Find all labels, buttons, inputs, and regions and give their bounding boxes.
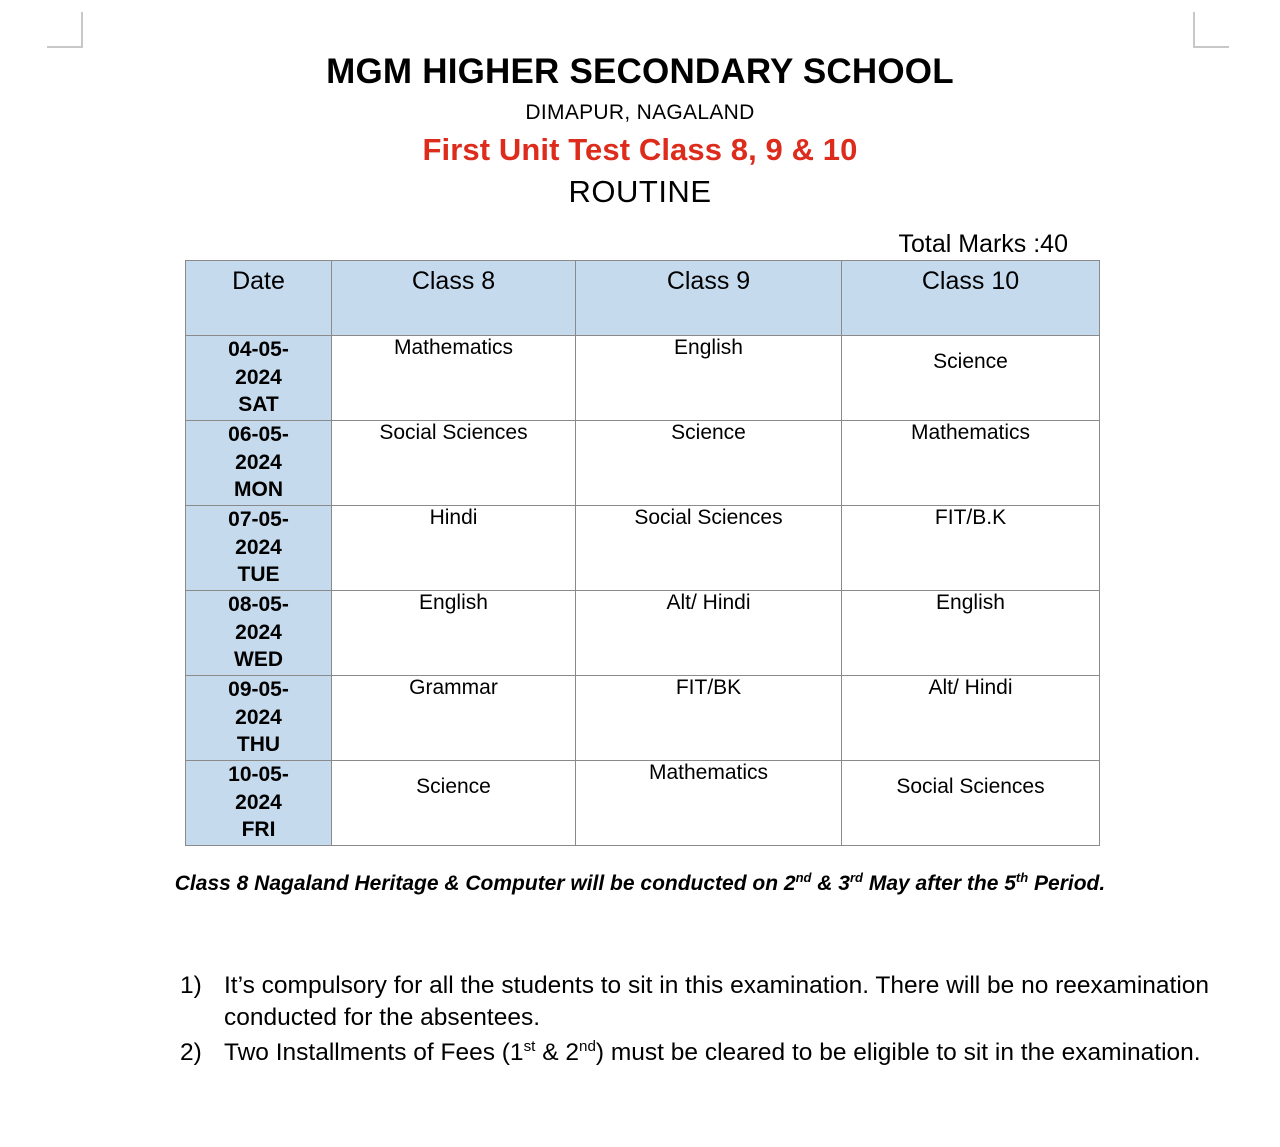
cell-class-8-subject: Social Sciences <box>332 421 576 506</box>
cell-class-8-subject: Grammar <box>332 676 576 761</box>
table-row <box>186 591 1100 676</box>
exam-routine-table <box>185 260 1100 846</box>
instruction-mid: & 2 <box>535 1038 579 1066</box>
cell-class-9-subject: FIT/BK <box>576 676 842 761</box>
cell-class-10-subject: FIT/B.K <box>842 506 1100 591</box>
cell-class-10-subject: English <box>842 591 1100 676</box>
cell-class-10-subject: Alt/ Hindi <box>842 676 1100 761</box>
date-weekday: WED <box>234 648 283 672</box>
date-day: 06-05- <box>228 423 289 446</box>
cell-date <box>186 336 332 421</box>
document-header <box>0 52 1280 210</box>
footnote-sup-2: rd <box>849 870 864 885</box>
cell-class-8-subject: Hindi <box>332 506 576 591</box>
cell-class-9-subject: Science <box>576 421 842 506</box>
date-weekday: FRI <box>241 818 276 842</box>
exam-title: First Unit Test Class 8, 9 & 10 <box>422 132 858 168</box>
table-row <box>186 676 1100 761</box>
cell-class-10-subject: Mathematics <box>842 421 1100 506</box>
list-marker: 2) <box>180 1038 202 1066</box>
cell-class-9-subject: Alt/ Hindi <box>576 591 842 676</box>
cell-date <box>186 421 332 506</box>
instruction-sup-1: st <box>523 1037 536 1055</box>
date-year: 2024 <box>235 620 282 644</box>
footnote-part-4: Period. <box>1028 872 1106 895</box>
table-row <box>186 421 1100 506</box>
instruction-text: It’s compulsory for all the students to sit in this examination. There will be no reexamination conducted for the absentees. <box>224 972 1210 1032</box>
cell-class-10-subject: Social Sciences <box>842 761 1100 846</box>
cell-date <box>186 506 332 591</box>
table-header-row <box>186 261 1100 336</box>
cell-class-9-subject: Social Sciences <box>576 506 842 591</box>
cell-class-9-subject: English <box>576 336 842 421</box>
column-header-class-9: Class 9 <box>576 261 842 336</box>
footnote-sup-3: th <box>1015 870 1029 885</box>
cell-date <box>186 761 332 846</box>
list-item <box>180 970 1210 1035</box>
cell-class-9-subject: Mathematics <box>576 761 842 846</box>
footnote-sup-1: nd <box>795 870 812 885</box>
cell-class-8-subject: Mathematics <box>332 336 576 421</box>
column-header-date: Date <box>186 261 332 336</box>
list-marker: 1) <box>180 972 202 999</box>
date-year: 2024 <box>235 705 282 729</box>
table-footnote <box>0 872 1280 896</box>
date-year: 2024 <box>235 535 282 559</box>
date-day: 09-05- <box>228 678 289 701</box>
instruction-sup-2: nd <box>579 1037 596 1055</box>
date-weekday: THU <box>236 733 281 757</box>
column-header-class-10: Class 10 <box>842 261 1100 336</box>
cell-class-8-subject: English <box>332 591 576 676</box>
date-day: 04-05- <box>228 338 289 361</box>
instruction-suffix: ) must be cleared to be eligible to sit in the examination. <box>595 1038 1201 1066</box>
date-weekday: SAT <box>238 393 279 417</box>
date-day: 07-05- <box>228 508 289 531</box>
table-row <box>186 336 1100 421</box>
date-weekday: MON <box>234 478 283 502</box>
footnote-part-2: & 3 <box>811 872 850 895</box>
instructions-list <box>180 970 1210 1071</box>
date-year: 2024 <box>235 450 282 474</box>
date-weekday: TUE <box>237 563 280 587</box>
date-year: 2024 <box>235 790 282 814</box>
cell-date <box>186 676 332 761</box>
top-left-margin-mark <box>47 12 83 48</box>
date-day: 08-05- <box>228 593 289 616</box>
instruction-prefix: Two Installments of Fees (1 <box>224 1038 524 1066</box>
top-right-margin-mark <box>1193 12 1229 48</box>
total-marks: Total Marks :40 <box>898 230 1068 258</box>
cell-class-10-subject: Science <box>842 336 1100 421</box>
table-row <box>186 506 1100 591</box>
table-row <box>186 761 1100 846</box>
school-location: DIMAPUR, NAGALAND <box>525 101 755 125</box>
column-header-class-8: Class 8 <box>332 261 576 336</box>
footnote-part-3: May after the 5 <box>863 872 1016 895</box>
list-item <box>180 1037 1210 1069</box>
school-name: MGM HIGHER SECONDARY SCHOOL <box>326 52 954 91</box>
document-type: ROUTINE <box>568 174 712 210</box>
cell-class-8-subject: Science <box>332 761 576 846</box>
footnote-part-1: Class 8 Nagaland Heritage & Computer will be conducted on 2 <box>174 872 796 895</box>
cell-date <box>186 591 332 676</box>
instruction-text <box>224 1037 1210 1069</box>
date-year: 2024 <box>235 365 282 389</box>
date-day: 10-05- <box>228 763 289 786</box>
